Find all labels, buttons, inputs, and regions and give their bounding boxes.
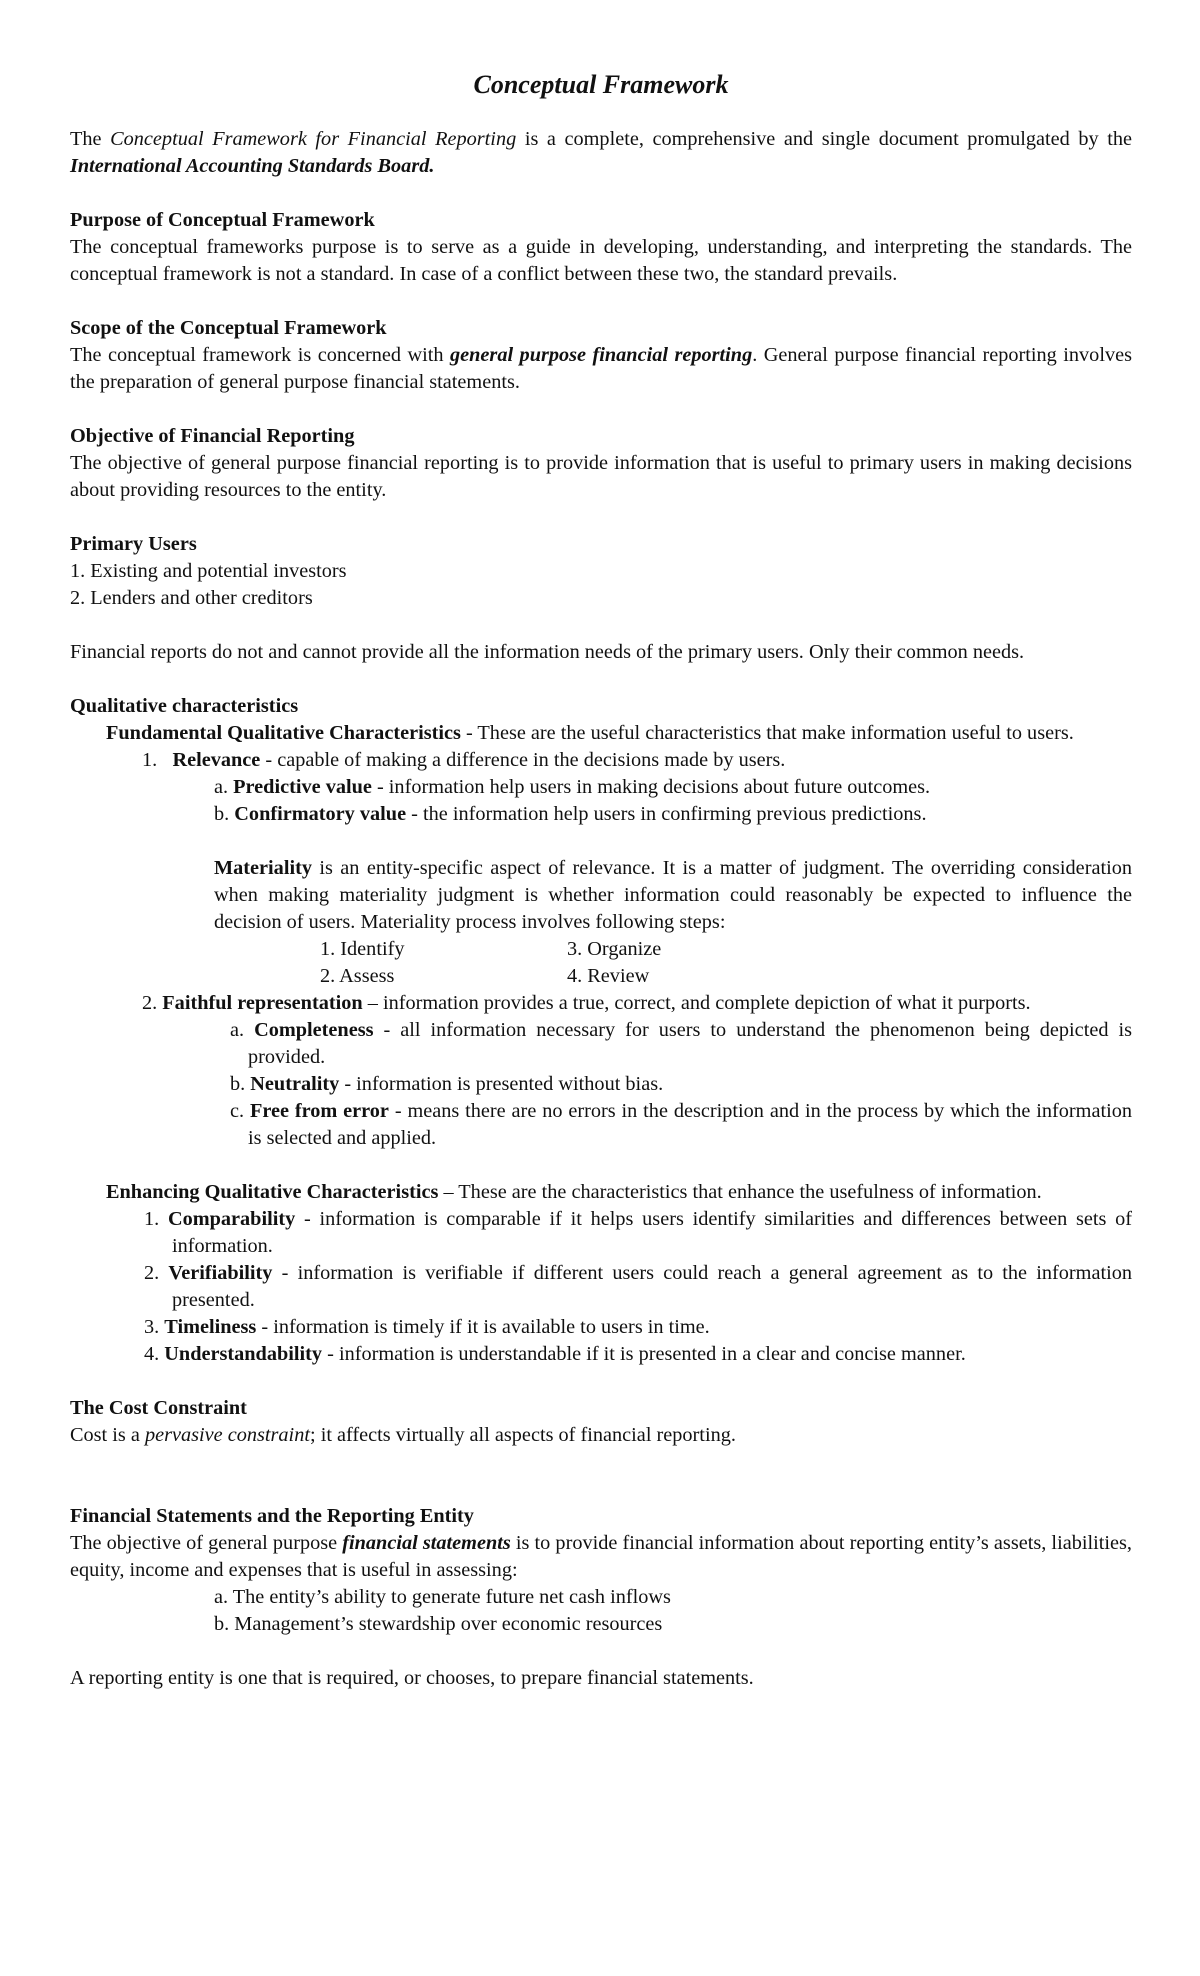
statements-item: a. The entity’s ability to generate future net cash inflows — [214, 1586, 671, 1608]
primary-users-note: Financial reports do not and cannot provide all the information needs of the primary users. Only their common needs. — [70, 641, 1025, 663]
fundamental-intro: Fundamental Qualitative Characteristics - These are the useful characteristics that make information useful to users. — [106, 722, 1074, 744]
cost-constraint-text: Cost is a pervasive constraint; it affects virtually all aspects of financial reporting. — [70, 1424, 736, 1446]
reporting-entity-text: A reporting entity is one that is required, or chooses, to prepare financial statements. — [70, 1667, 754, 1689]
relevance-item: 1. Relevance - capable of making a difference in the decisions made by users. — [142, 749, 786, 771]
completeness-item: a. Completeness - all information necessary for users to understand the phenomenon being depicted is provided. — [230, 1019, 1132, 1068]
free-from-error-item: c. Free from error - means there are no errors in the description and in the process by which the information is selected and applied. — [230, 1100, 1132, 1149]
purpose-heading: Purpose of Conceptual Framework — [70, 209, 375, 231]
purpose-text: The conceptual frameworks purpose is to serve as a guide in developing, understanding, and interpreting the standards. The conceptual framework is not a standard. In case of a conflict between these two, the standard prevails. — [70, 236, 1132, 285]
materiality-step: 1. Identify — [320, 938, 405, 960]
page-title: Conceptual Framework — [473, 70, 729, 99]
materiality-steps — [70, 936, 1132, 990]
timeliness-item: 3. Timeliness - information is timely if it is available to users in time. — [144, 1316, 710, 1338]
qualitative-heading: Qualitative characteristics — [70, 695, 299, 717]
materiality-step: 4. Review — [567, 965, 650, 987]
materiality-step: 3. Organize — [567, 938, 662, 960]
understandability-item: 4. Understandability - information is understandable if it is presented in a clear and concise manner. — [144, 1343, 966, 1365]
scope-text: The conceptual framework is concerned with general purpose financial reporting. General purpose financial reporting involves the preparation of general purpose financial statements. — [70, 344, 1132, 393]
primary-user-item: 2. Lenders and other creditors — [70, 587, 313, 609]
statements-text: The objective of general purpose financial statements is to provide financial information about reporting entity’s assets, liabilities, equity, income and expenses that is useful in assessing: — [70, 1532, 1132, 1581]
neutrality-item: b. Neutrality - information is presented without bias. — [230, 1073, 664, 1095]
verifiability-item: 2. Verifiability - information is verifiable if different users could reach a general agreement as to the information presented. — [144, 1262, 1132, 1311]
objective-text: The objective of general purpose financial reporting is to provide information that is useful to primary users in making decisions about providing resources to the entity. — [70, 452, 1132, 501]
enhancing-intro: Enhancing Qualitative Characteristics – These are the characteristics that enhance the usefulness of information. — [106, 1181, 1042, 1203]
cost-constraint-heading: The Cost Constraint — [70, 1397, 247, 1419]
scope-heading: Scope of the Conceptual Framework — [70, 317, 387, 339]
intro-paragraph: The Conceptual Framework for Financial Reporting is a complete, comprehensive and single document promulgated by the International Accounting Standards Board. — [70, 128, 1133, 177]
materiality-paragraph: Materiality is an entity-specific aspect of relevance. It is a matter of judgment. The overriding consideration when making materiality judgment is whether information could reasonably be expected to influence the decision of users. Materiality process involves following steps: — [214, 857, 1132, 933]
primary-user-item: 1. Existing and potential investors — [70, 560, 347, 582]
predictive-value-item: a. Predictive value - information help users in making decisions about future outcomes. — [214, 776, 931, 798]
comparability-item: 1. Comparability - information is comparable if it helps users identify similarities and differences between sets of information. — [144, 1208, 1132, 1257]
confirmatory-value-item: b. Confirmatory value - the information help users in confirming previous predictions. — [214, 803, 927, 825]
faithful-representation-item: 2. Faithful representation – information provides a true, correct, and complete depiction of what it purports. — [142, 992, 1031, 1014]
statements-item: b. Management’s stewardship over economic resources — [214, 1613, 663, 1635]
materiality-step: 2. Assess — [320, 965, 395, 987]
objective-heading: Objective of Financial Reporting — [70, 425, 355, 447]
statements-heading: Financial Statements and the Reporting Entity — [70, 1505, 474, 1527]
primary-users-heading: Primary Users — [70, 533, 197, 555]
